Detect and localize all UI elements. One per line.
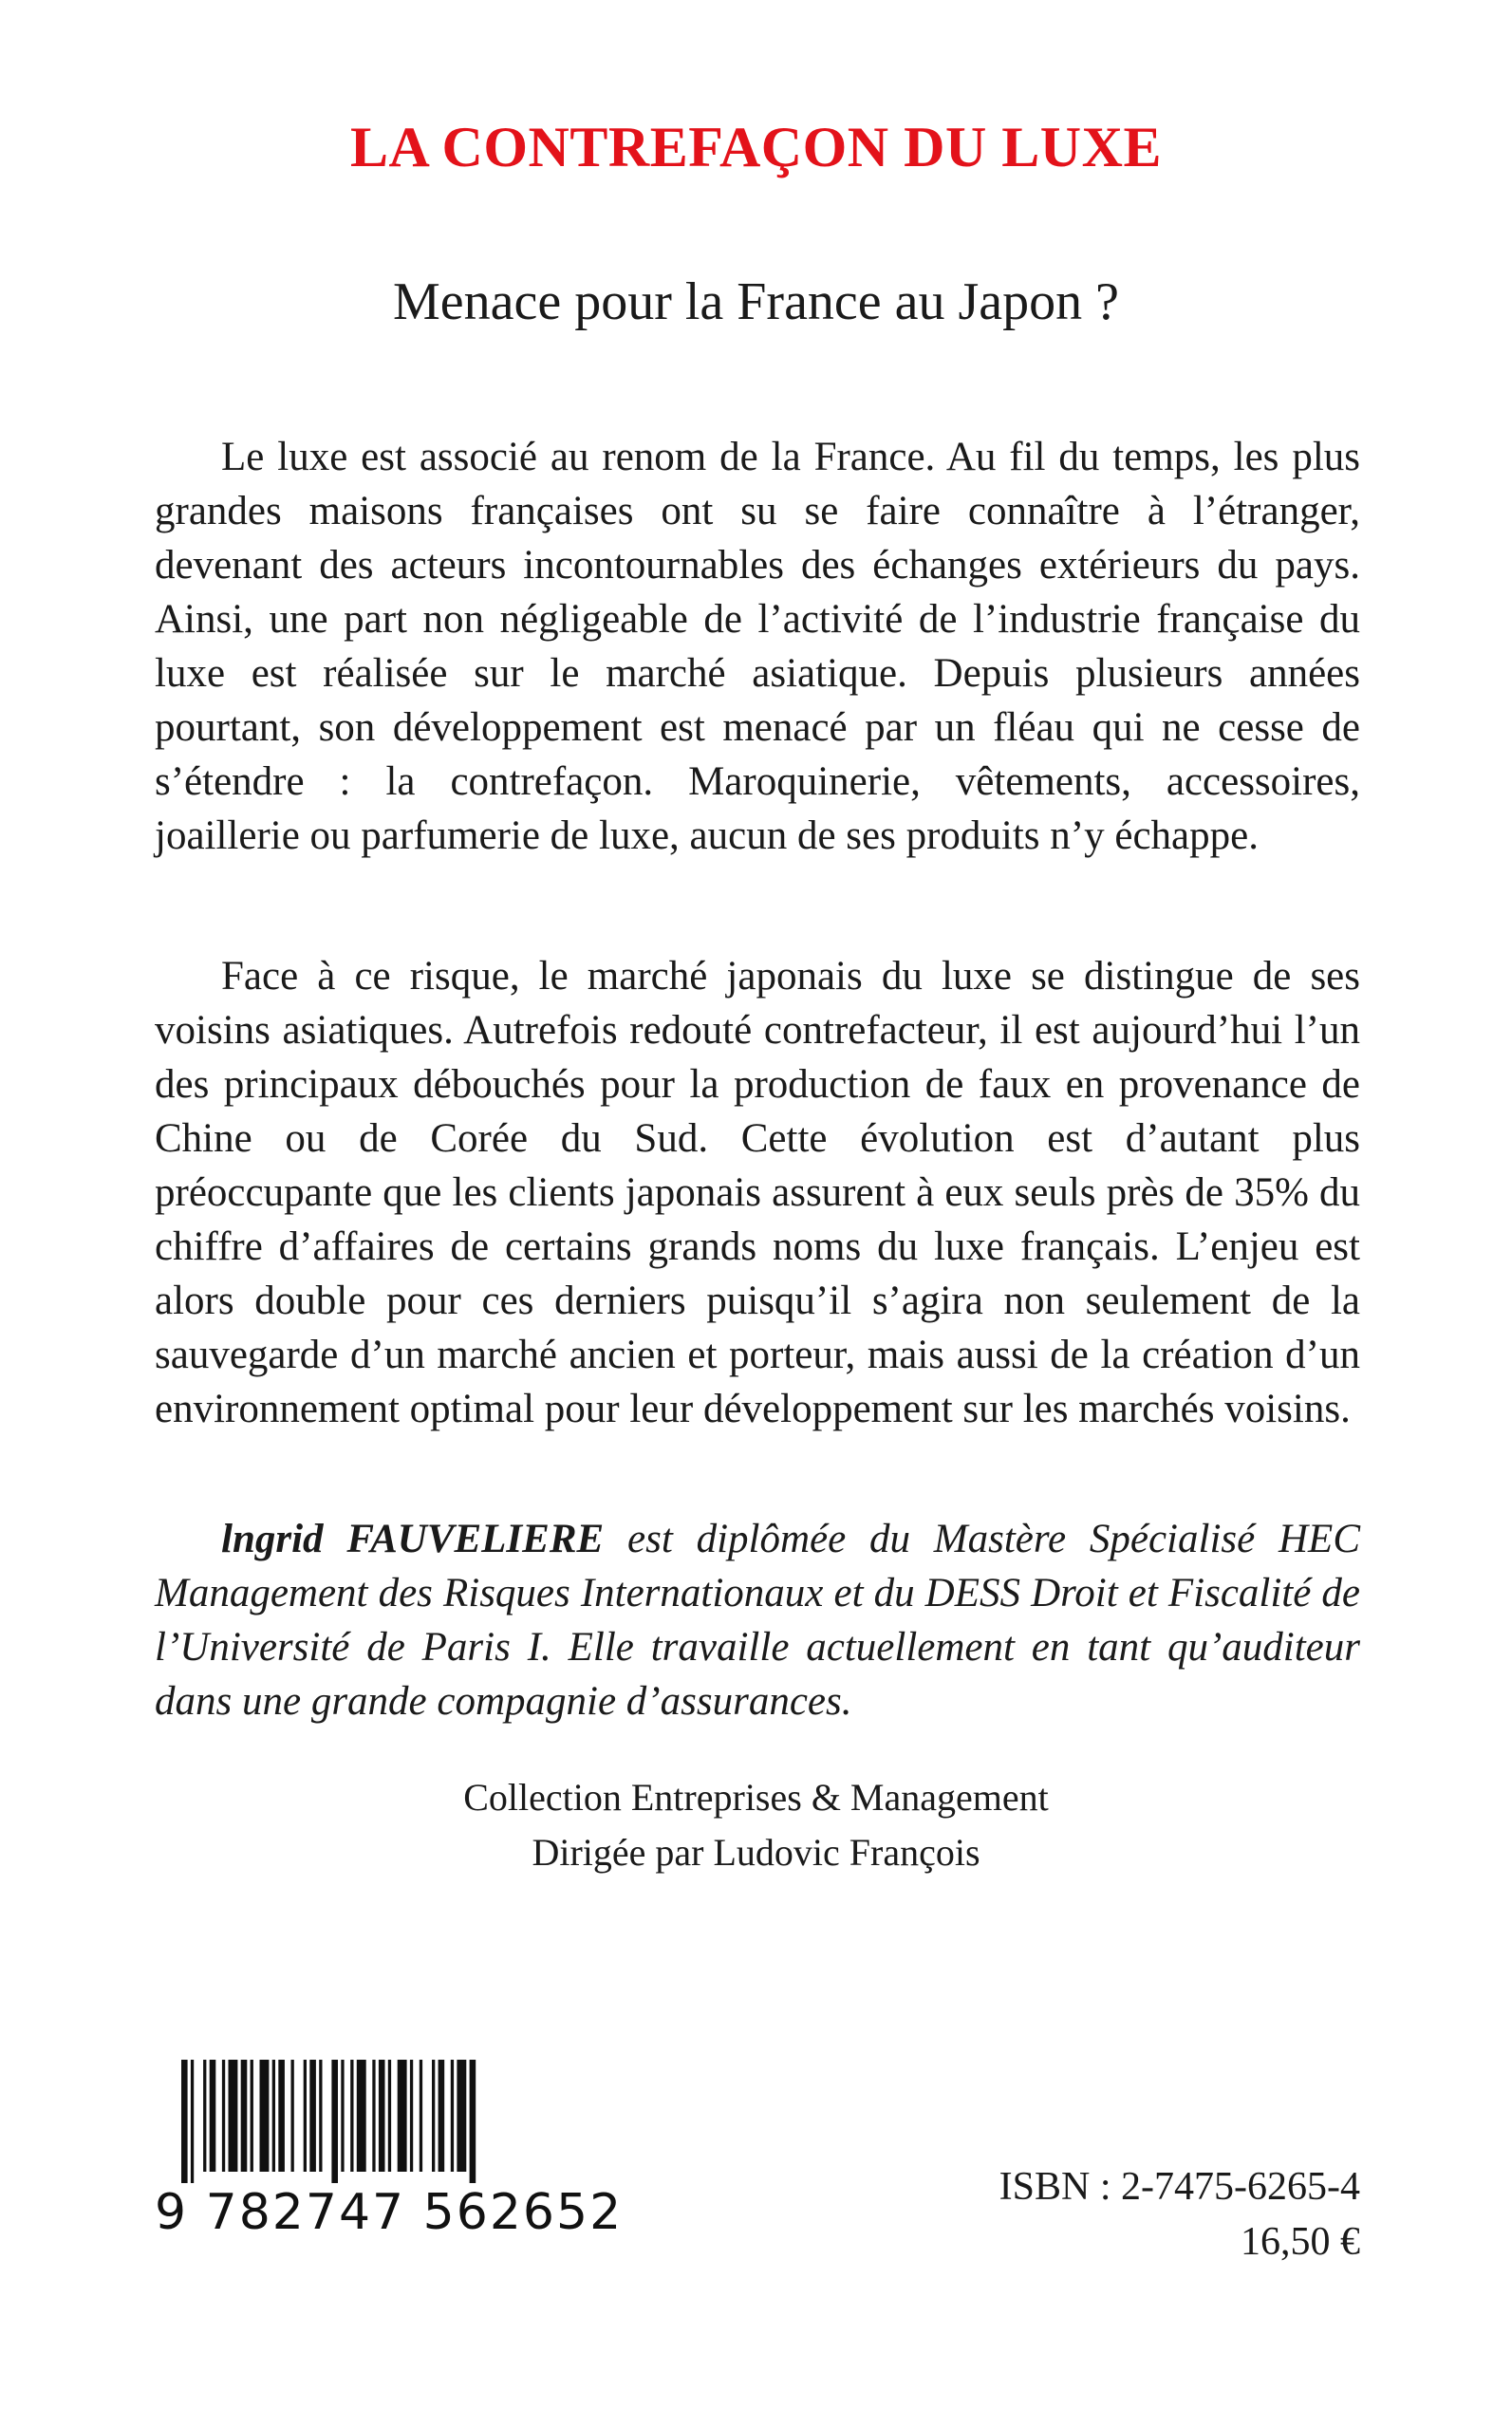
- author-name: lngrid FAUVELIERE: [221, 1517, 605, 1561]
- barcode-bar: [229, 2060, 238, 2172]
- book-subtitle: Menace pour la France au Japon ?: [393, 272, 1119, 331]
- barcode-bar: [241, 2060, 248, 2172]
- author-bio-text: [155, 1512, 1360, 1728]
- author-bio-body: est diplômée du Mastère Spécialisé HEC Management des Risques Internationaux et du DESS Droit et Fiscalité de l’Université de Paris I. Elle travaille actuellement en tant qu’auditeur dans une grande compagnie d’assurances.: [155, 1517, 1360, 1724]
- barcode-bar: [272, 2060, 275, 2172]
- book-title: LA CONTREFAÇON DU LUXE: [350, 116, 1162, 178]
- barcode-bar: [222, 2060, 225, 2172]
- barcode-bar: [357, 2060, 366, 2172]
- barcode-bar: [470, 2060, 476, 2183]
- description-paragraph-2-text: Face à ce risque, le marché japonais du luxe se distingue de ses voisins asiatiques. Autrefois redouté contrefacteur, il est aujourd’hui l’un des principaux débouchés pour la production de faux en provenance de Chine ou de Corée du Sud. Cette évolution est d’autant plus préoccupante que les clients japonais assurent à eux seuls près de 35% du chiffre d’affaires de certains grands noms du luxe français. L’enjeu est alors double pour ces derniers puisqu’il s’agira non seulement de la sauvegarde d’un marché ancien et porteur, mais aussi de la création d’un environnement optimal pour leur développement sur les marchés voisins.: [155, 954, 1360, 1431]
- barcode-bar: [350, 2060, 353, 2172]
- barcode-bar: [210, 2060, 216, 2172]
- collection-info: [0, 1770, 1512, 1880]
- collection-name: Collection Entreprises & Management: [463, 1776, 1049, 1819]
- isbn-number: ISBN : 2-7475-6265-4: [999, 2165, 1360, 2209]
- barcode-bar: [181, 2060, 188, 2183]
- author-bio: [155, 1512, 1360, 1728]
- barcode-bar: [191, 2060, 194, 2183]
- barcode-bar: [372, 2060, 375, 2172]
- barcode-bar: [203, 2060, 206, 2172]
- barcode-bar: [319, 2060, 322, 2172]
- barcode-bar: [451, 2060, 454, 2172]
- barcode-bar: [457, 2060, 466, 2172]
- barcode-digits: 9 782747 562652: [155, 2184, 624, 2241]
- barcode-bar: [379, 2060, 385, 2172]
- barcode-bar: [278, 2060, 285, 2172]
- barcode-bar: [432, 2060, 435, 2172]
- description-paragraph-1: [155, 430, 1360, 863]
- barcode-bar: [410, 2060, 413, 2172]
- barcode-bar: [331, 2060, 338, 2183]
- description-paragraph-1-text: Le luxe est associé au renom de la France. Au fil du temps, les plus grandes maisons françaises ont su se faire connaître à l’étranger, devenant des acteurs incontournables des échanges extérieurs du pays. Ainsi, une part non négligeable de l’activité de l’industrie française du luxe est réalisée sur le marché asiatique. Depuis plusieurs années pourtant, son développement est menacé par un fléau qui ne cesse de s’étendre : la contrefaçon. Maroquinerie, vêtements, accessoires, joaillerie ou parfumerie de luxe, aucun de ses produits n’y échappe.: [155, 435, 1360, 858]
- barcode-bar: [439, 2060, 445, 2172]
- barcode-bar: [251, 2060, 253, 2172]
- isbn-price-block: [999, 2159, 1360, 2269]
- barcode-bar: [388, 2060, 391, 2172]
- collection-director: Dirigée par Ludovic François: [532, 1831, 980, 1874]
- barcode-bar: [420, 2060, 422, 2172]
- book-price: 16,50 €: [1241, 2220, 1360, 2264]
- description-paragraph-2: [155, 949, 1360, 1436]
- barcode-bar: [341, 2060, 344, 2172]
- barcode-bar: [304, 2060, 307, 2172]
- barcode-bar: [309, 2060, 316, 2172]
- barcode-bar: [398, 2060, 407, 2172]
- barcode-bar: [291, 2060, 294, 2172]
- barcode-bars: [155, 2060, 563, 2183]
- barcode-bar: [260, 2060, 270, 2172]
